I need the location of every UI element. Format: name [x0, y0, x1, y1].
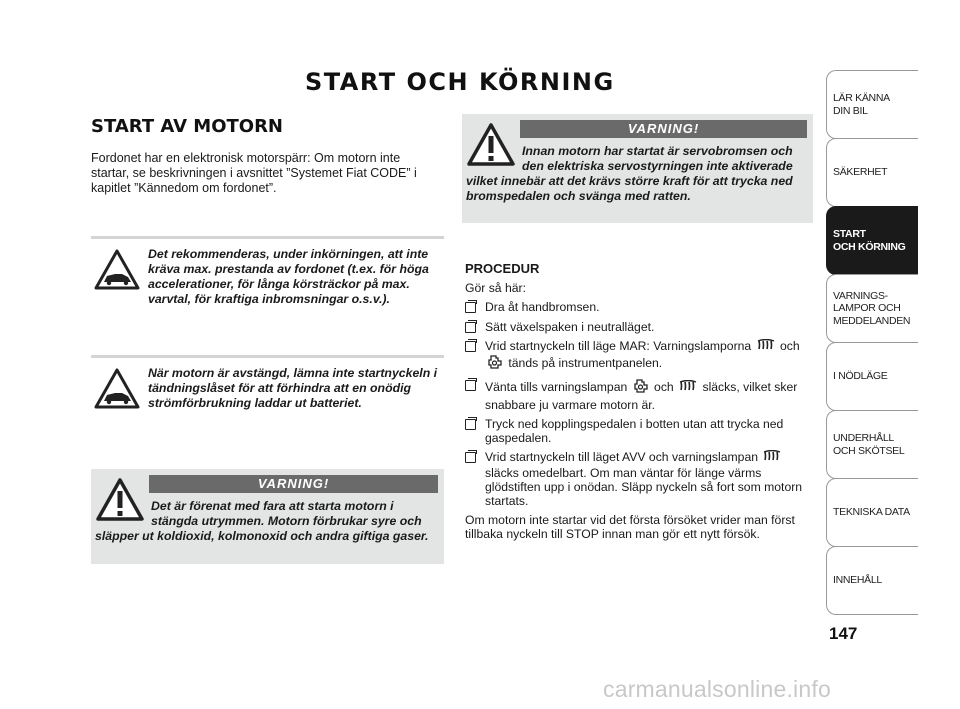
warning-label: VARNING! — [149, 475, 438, 493]
checkbox-bullet-icon — [465, 419, 476, 430]
checkbox-bullet-icon — [465, 302, 476, 313]
step-text: Vrid startnyckeln till läge MAR: Varningslamporna — [485, 338, 755, 353]
intro-paragraph: Fordonet har en elektronisk motorspärr: Om motorn inte startar, se beskrivningen i avsnittet ”Systemet Fiat CODE” i kapitlet ”Kännedom om fordonet”. — [91, 151, 417, 195]
warning-label: VARNING! — [520, 120, 807, 138]
chapter-tab[interactable] — [826, 70, 918, 139]
procedure-step — [465, 417, 813, 445]
step-text: Vänta tills varningslampan — [485, 380, 631, 395]
procedure-heading: PROCEDUR — [465, 261, 540, 276]
note-key-battery — [91, 355, 444, 413]
step-text: Sätt växelspaken i neutralläget. — [485, 319, 655, 334]
chapter-tab-label: INNEHÅLL — [833, 574, 882, 587]
procedure-step — [465, 300, 813, 314]
procedure-step — [465, 320, 813, 334]
step-text: Dra åt handbromsen. — [485, 300, 600, 315]
glow-plug-icon — [763, 450, 781, 465]
procedure-step — [465, 450, 813, 508]
chapter-tab-label: SÄKERHET — [833, 166, 888, 179]
step-text: och — [650, 380, 678, 395]
warning-box-closed-space — [91, 469, 444, 564]
chapter-tab[interactable] — [826, 342, 918, 411]
chapter-tab-label: VARNINGS- LAMPOR OCH MEDDELANDEN — [833, 289, 911, 327]
chapter-tab[interactable] — [826, 410, 918, 479]
checkbox-bullet-icon — [465, 452, 476, 463]
engine-icon — [633, 378, 649, 397]
checkbox-bullet-icon — [465, 341, 476, 352]
note-text: När motorn är avstängd, lämna inte startnyckeln i tändningslåset för att förhindra att en onödig strömförbrukning laddar ut batteriet. — [148, 366, 438, 410]
note-text: Det rekommenderas, under inkörningen, att inte kräva max. prestanda av fordonet (t.ex. för höga accelerationer, för långa körsträckor på max. varvtal, för kraftiga inbromsningar o.s.v.). — [148, 247, 429, 306]
glow-plug-icon — [757, 339, 775, 354]
car-warning-icon — [91, 246, 143, 294]
chapter-tab[interactable] — [826, 546, 918, 615]
chapter-tab-label: I NÖDLÄGE — [833, 370, 888, 383]
warning-box-servo — [462, 114, 813, 223]
page-number: 147 — [829, 624, 858, 643]
page-title: START OCH KÖRNING — [305, 68, 615, 96]
procedure-step — [465, 339, 813, 374]
engine-icon — [487, 354, 503, 373]
chapter-tab-label: LÄR KÄNNA DIN BIL — [833, 92, 890, 117]
step-text: Vrid startnyckeln till läget AVV och varningslampan — [485, 450, 762, 465]
chapter-tab-label: UNDERHÅLL OCH SKÖTSEL — [833, 432, 905, 457]
chapter-tab[interactable] — [826, 274, 918, 343]
checkbox-bullet-icon — [465, 322, 476, 333]
procedure-outro: Om motorn inte startar vid det första försöket vrider man först tillbaka nyckeln till STOP innan man gör ett nytt försök. — [465, 513, 795, 542]
chapter-tab[interactable] — [826, 206, 918, 275]
chapter-tab-label: START OCH KÖRNING — [833, 228, 906, 253]
glow-plug-icon — [679, 380, 697, 395]
checkbox-bullet-icon — [465, 380, 476, 391]
warning-text: Det är förenat med fara att starta motorn i stängda utrymmen. Motorn förbrukar syre och släpper ut koldioxid, kolmonoxid och andra giftiga gaser. — [95, 499, 429, 543]
step-text: tänds på instrumentpanelen. — [505, 356, 663, 371]
warning-text: Innan motorn har startat är servobromsen och den elektriska servostyrningen inte aktiverade vilket innebär att det krävs större kraft för att trycka ned bromspedalen och svänga med ratten. — [466, 144, 793, 203]
procedure-section — [465, 262, 813, 542]
exclamation-triangle-icon — [466, 122, 516, 168]
chapter-tab[interactable] — [826, 478, 918, 547]
note-running-in — [91, 236, 444, 307]
procedure-step — [465, 378, 813, 411]
note-divider — [91, 355, 444, 358]
step-text: släcks, vilket sker snabbare ju varmare motorn är. — [485, 380, 798, 412]
chapter-tab[interactable] — [826, 138, 918, 207]
exclamation-triangle-icon — [95, 477, 145, 523]
chapter-tab-label: TEKNISKA DATA — [833, 506, 910, 519]
car-warning-icon — [91, 365, 143, 413]
section-heading: START AV MOTORN — [91, 116, 283, 137]
watermark: carmanualsonline.info — [603, 676, 831, 702]
step-text: släcks omedelbart. Om man väntar för länge värms glödstiften upp i onödan. Släpp nyckeln så fort som motorn startats. — [485, 465, 803, 508]
procedure-lead: Gör så här: — [465, 281, 526, 296]
step-text: och — [776, 338, 800, 353]
chapter-tabs — [826, 70, 918, 614]
step-text: Tryck ned kopplingspedalen i botten utan att trycka ned gaspedalen. — [485, 416, 784, 445]
note-divider — [91, 236, 444, 239]
procedure-steps — [465, 300, 813, 508]
